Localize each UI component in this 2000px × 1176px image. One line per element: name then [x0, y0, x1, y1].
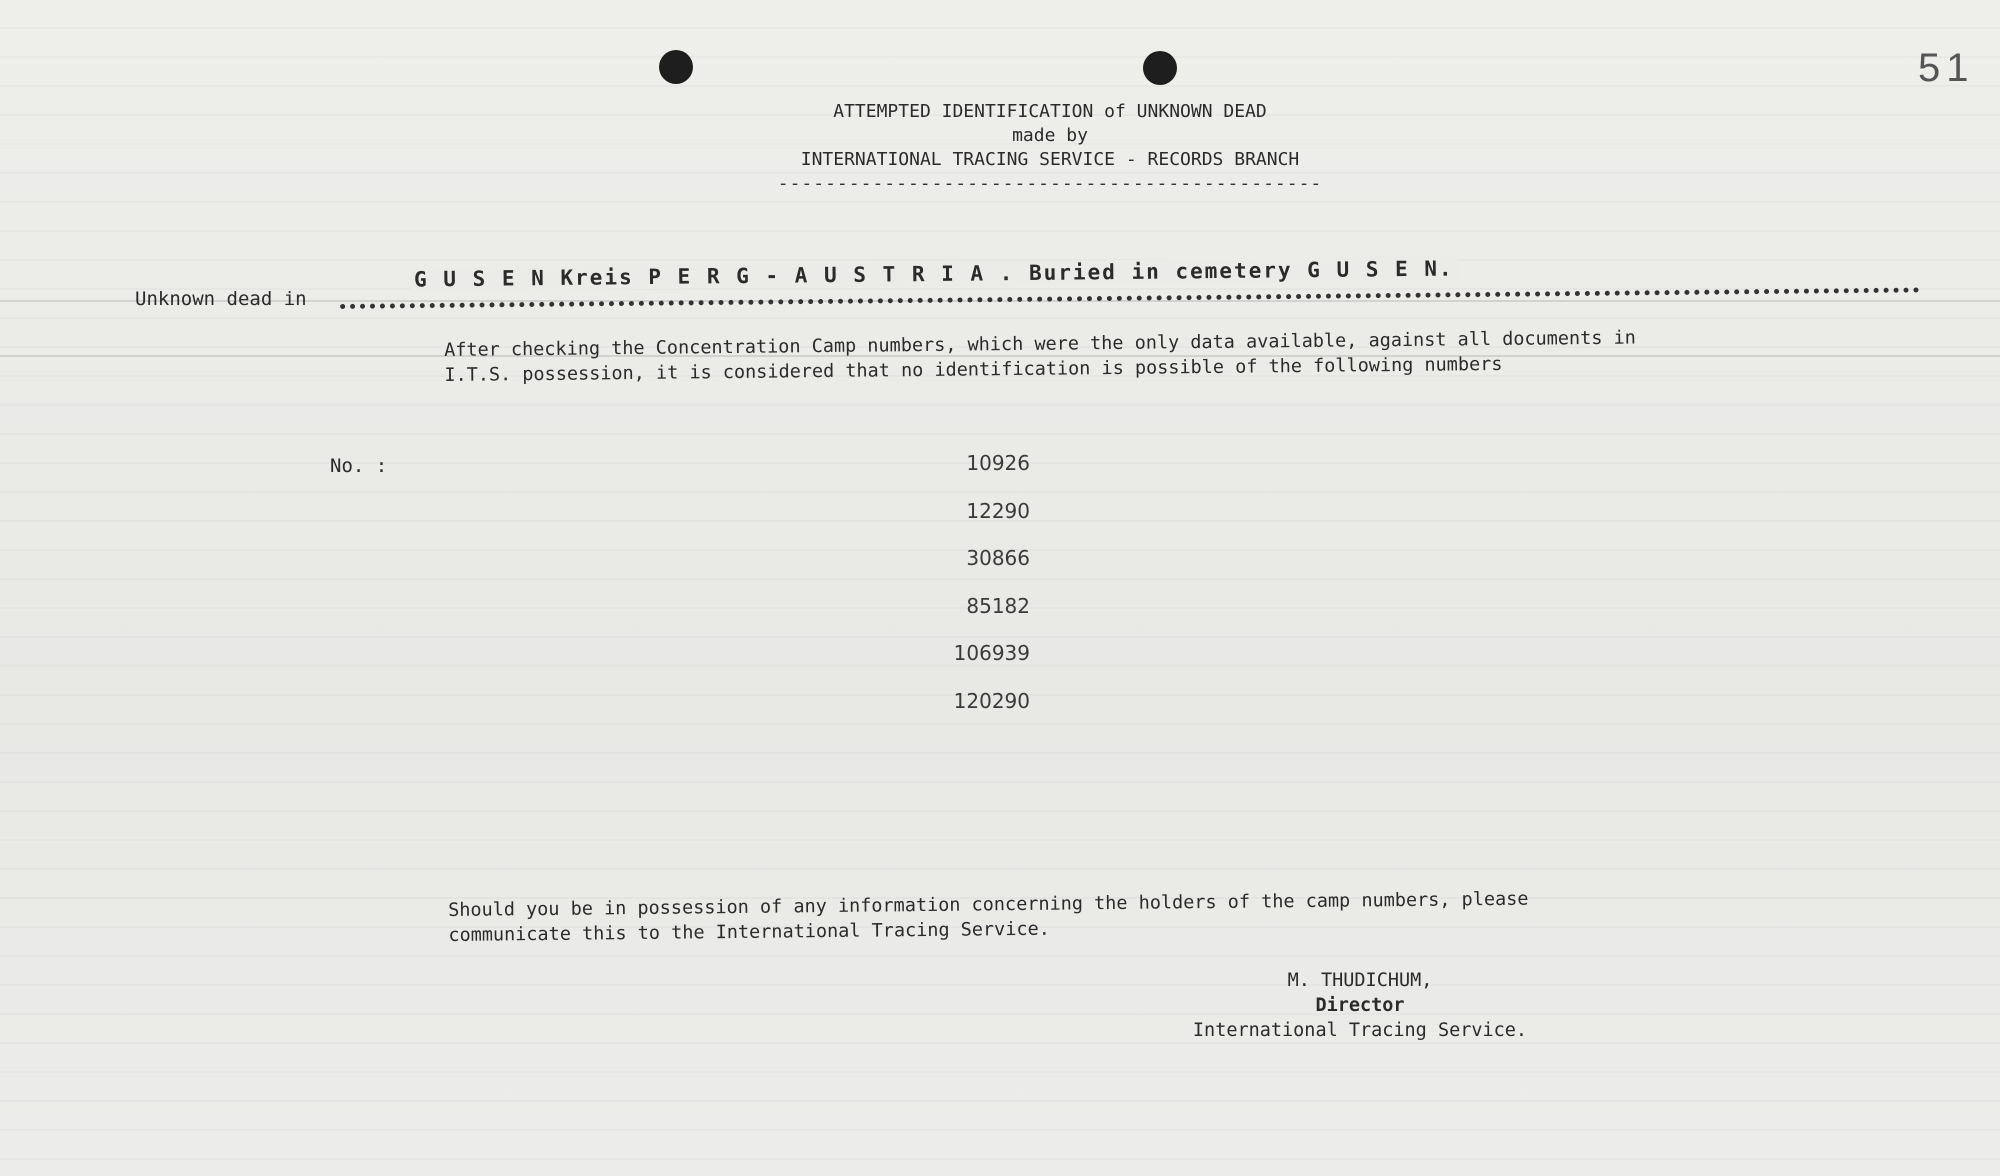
heading-made-by: made by: [1012, 125, 1088, 146]
intro-paragraph: [444, 325, 1664, 388]
camp-number: 120290: [953, 688, 1030, 713]
intro-text: After checking the Concentration Camp numbers, which were the only data available, against all documents in I.T.S. possession, it is considered that no identification is possible of the following numbers: [444, 327, 1636, 386]
signature-block: [1150, 968, 1570, 1043]
closing-text: Should you be in possession of any information concerning the holders of the camp numbers, please communicate this to the International Tracing Service.: [448, 888, 1529, 946]
document-heading: [700, 100, 1400, 196]
camp-number: 85182: [966, 593, 1030, 618]
punch-hole: [659, 50, 693, 84]
heading-underline: ----------------------------------------------: [777, 173, 1323, 194]
signatory-organization: International Tracing Service.: [1192, 1020, 1528, 1041]
burial-location: G U S E N Kreis P E R G - A U S T R I A . Buried in cemetery G U S E N.: [410, 257, 1458, 292]
signatory-name: M. THUDICHUM,: [1287, 970, 1433, 991]
camp-number: 12290: [966, 498, 1030, 523]
camp-number: 106939: [953, 641, 1030, 665]
camp-number-list: [900, 450, 1030, 735]
punch-hole: [1143, 51, 1177, 85]
heading-title: ATTEMPTED IDENTIFICATION of UNKNOWN DEAD: [833, 101, 1267, 122]
heading-organization: INTERNATIONAL TRACING SERVICE - RECORDS BRANCH: [800, 149, 1300, 170]
camp-number: 30866: [966, 546, 1030, 570]
camp-number: 10926: [966, 451, 1030, 475]
page-number: 51: [1918, 46, 1975, 90]
unknown-dead-label: Unknown dead in: [135, 288, 307, 310]
signatory-title: Director: [1315, 995, 1405, 1016]
closing-paragraph: [448, 886, 1628, 948]
numbers-label: No. :: [330, 455, 388, 477]
